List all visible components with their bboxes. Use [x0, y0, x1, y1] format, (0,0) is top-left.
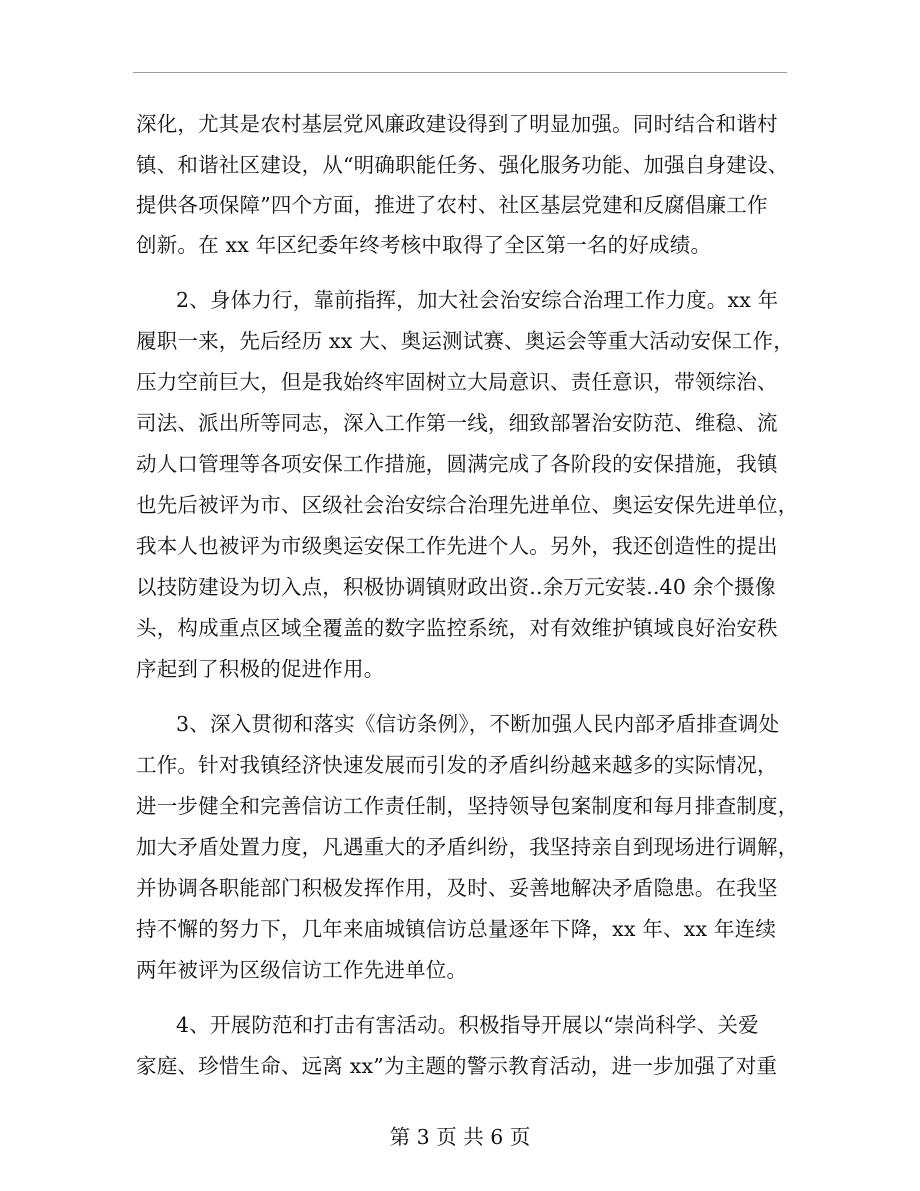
text-line: 提供各项保障”四个方面，推进了农村、社区基层党建和反腐倡廉工作 [136, 193, 768, 217]
header-rule [133, 72, 787, 73]
text-line: 工作。针对我镇经济快速发展而引发的矛盾纠纷越来越多的实际情况， [136, 753, 778, 777]
text-line: 以技防建设为切入点，积极协调镇财政出资..余万元安装..40 余个摄像 [136, 575, 776, 599]
text-line: 我本人也被评为市级奥运安保工作先进个人。另外，我还创造性的提出 [136, 534, 778, 558]
text-line: 司法、派出所等同志，深入工作第一线，细致部署治安防范、维稳、流 [136, 411, 778, 435]
text-line: 3、深入贯彻和落实《信访条例》，不断加强人民内部矛盾排查调处 [176, 712, 780, 736]
text-line: 压力空前巨大，但是我始终牢固树立大局意识、责任意识，带领综治、 [136, 370, 778, 394]
text-line: 履职一来，先后经历 xx 大、奥运测试赛、奥运会等重大活动安保工作， [136, 329, 794, 353]
text-line: 也先后被评为市、区级社会治安综合治理先进单位、奥运安保先进单位， [136, 493, 799, 517]
text-line: 加大矛盾处置力度，凡遇重大的矛盾纠纷，我坚持亲自到现场进行调解， [136, 835, 799, 859]
text-line: 两年被评为区级信访工作先进单位。 [136, 958, 468, 982]
text-line: 持不懈的努力下，几年来庙城镇信访总量逐年下降，xx 年、xx 年连续 [136, 917, 777, 941]
text-line: 深化，尤其是农村基层党风廉政建设得到了明显加强。同时结合和谐村 [136, 112, 778, 136]
text-line: 家庭、珍惜生命、远离 xx”为主题的警示教育活动，进一步加强了对重 [136, 1054, 778, 1078]
text-line: 序起到了积极的促进作用。 [136, 657, 385, 681]
text-line: 2、身体力行，靠前指挥，加大社会治安综合治理工作力度。xx 年 [176, 288, 779, 312]
text-line: 进一步健全和完善信访工作责任制，坚持领导包案制度和每月排查制度， [136, 794, 799, 818]
text-line: 镇、和谐社区建设，从“明确职能任务、强化服务功能、加强自身建设、 [136, 153, 789, 177]
text-line: 创新。在 xx 年区纪委年终考核中取得了全区第一名的好成绩。 [136, 233, 712, 257]
text-line: 并协调各职能部门积极发挥作用，及时、妥善地解决矛盾隐患。在我坚 [136, 876, 778, 900]
page-number-footer: 第 3 页 共 6 页 [389, 1125, 531, 1149]
text-line: 4、开展防范和打击有害活动。积极指导开展以“崇尚科学、关爱 [176, 1013, 759, 1037]
text-line: 头，构成重点区域全覆盖的数字监控系统，对有效维护镇域良好治安秩 [136, 616, 778, 640]
text-line: 动人口管理等各项安保工作措施，圆满完成了各阶段的安保措施，我镇 [136, 452, 778, 476]
